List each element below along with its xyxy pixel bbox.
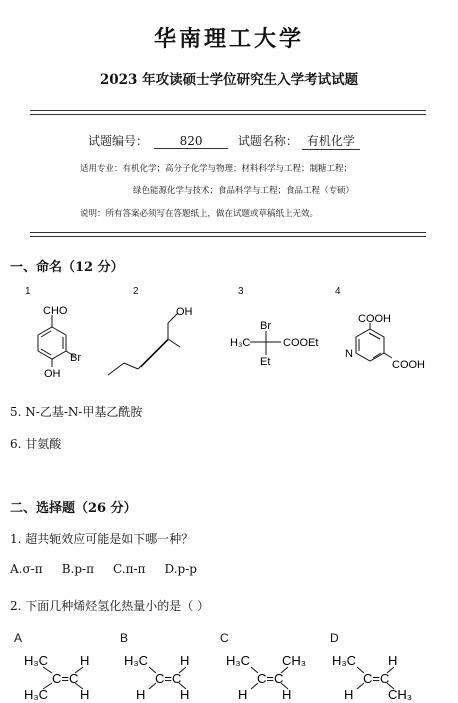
- structure-4-number: 4: [335, 286, 341, 297]
- question-2-option-d-letter: D: [330, 631, 339, 645]
- naming-item-5: 5. N-乙基-N-甲基乙酰胺: [10, 405, 143, 419]
- q2-c-bottom-left: H: [238, 687, 248, 702]
- naming-item-6: 6. 甘氨酸: [10, 437, 62, 451]
- q2-d-double-bond: C=C: [363, 671, 390, 686]
- q2-a-top-right: H: [80, 653, 90, 668]
- q2-d-top-left: H₃C: [332, 653, 357, 668]
- exam-info-line: [88, 132, 360, 150]
- q2-a-top-left: H₃C: [24, 653, 49, 668]
- question-2-option-a-letter: A: [14, 631, 23, 645]
- question-2-option-c-letter: C: [220, 631, 229, 645]
- question-1-option-b: B.p-π: [61, 562, 94, 576]
- structure-4-n: N: [345, 348, 353, 360]
- q2-b-top-right: H: [180, 653, 190, 668]
- structure-1-br: Br: [70, 352, 81, 364]
- question-2-structures: [0, 645, 458, 703]
- question-1-text: 1. 超共轭效应可能是如下哪一种？: [10, 532, 194, 546]
- section-1-title: 一、命名（12 分）: [10, 260, 124, 275]
- structure-4-cooh-top: COOH: [358, 313, 391, 325]
- naming-structures: [0, 295, 458, 390]
- question-1-option-a: A.σ-π: [10, 562, 43, 576]
- q2-d-top-right: H: [388, 653, 398, 668]
- name-label: 试题名称：: [237, 134, 298, 148]
- code-label: 试题编号：: [88, 134, 149, 148]
- code-value: 820: [154, 134, 228, 149]
- question-1-option-d: D.p-p: [164, 562, 197, 576]
- structure-4-cooh-side: COOH: [392, 359, 425, 371]
- structure-1-number: 1: [25, 286, 31, 297]
- structure-1-ring: [38, 315, 74, 367]
- structure-3-cross: [250, 331, 281, 355]
- name-value: 有机化学: [302, 132, 360, 150]
- structure-1-oh: OH: [44, 368, 61, 380]
- q2-b-bottom-right: H: [180, 687, 190, 702]
- q2-b-top-left: H₃C: [124, 653, 149, 668]
- structure-4-ring: [356, 323, 392, 361]
- q2-a-bottom-left: H₃C: [24, 687, 49, 702]
- section-2-title: 二、选择题（26 分）: [10, 501, 137, 516]
- structure-3-br: Br: [260, 320, 271, 332]
- structure-2-chain: [108, 313, 180, 375]
- university-title: 华南理工大学: [153, 26, 304, 52]
- structure-3-cooet: COOEt: [283, 337, 319, 349]
- structure-2-number: 2: [133, 286, 139, 297]
- structure-2-oh: OH: [176, 306, 193, 318]
- bottom-divider: [30, 232, 426, 237]
- exam-title: 2023 年攻读硕士学位研究生入学考试试题: [99, 72, 359, 88]
- q2-d-bottom-right: CH₃: [388, 687, 413, 702]
- structure-1-cho: CHO: [43, 305, 68, 317]
- structure-3-h3c: H₃C: [230, 337, 251, 349]
- question-1-options: [10, 562, 197, 576]
- question-1-option-c: C.π-π: [113, 562, 146, 576]
- q2-a-double-bond: C=C: [52, 671, 79, 686]
- q2-a-bottom-right: H: [80, 687, 90, 702]
- structure-3-number: 3: [238, 286, 244, 297]
- q2-b-bottom-left: H: [136, 687, 146, 702]
- structure-3-et: Et: [260, 356, 271, 368]
- q2-d-bottom-left: H: [344, 687, 354, 702]
- majors-line-1: 适用专业：有机化学；高分子化学与物理；材料科学与工程；制糖工程；: [80, 164, 353, 174]
- question-2-option-b-letter: B: [120, 631, 129, 645]
- q2-b-double-bond: C=C: [155, 671, 182, 686]
- exam-note: 说明：所有答案必须写在答题纸上，做在试题或草稿纸上无效。: [80, 209, 319, 219]
- q2-c-bottom-right: H: [282, 687, 292, 702]
- q2-c-top-right: CH₃: [282, 653, 307, 668]
- question-2-text: 2. 下面几种烯烃氢化热量小的是（ ）: [10, 599, 210, 613]
- top-divider: [30, 110, 426, 115]
- q2-c-double-bond: C=C: [257, 671, 284, 686]
- majors-line-2: 绿色能源化学与技术；食品科学与工程；食品工程（专硕）: [133, 186, 355, 196]
- q2-c-top-left: H₃C: [226, 653, 251, 668]
